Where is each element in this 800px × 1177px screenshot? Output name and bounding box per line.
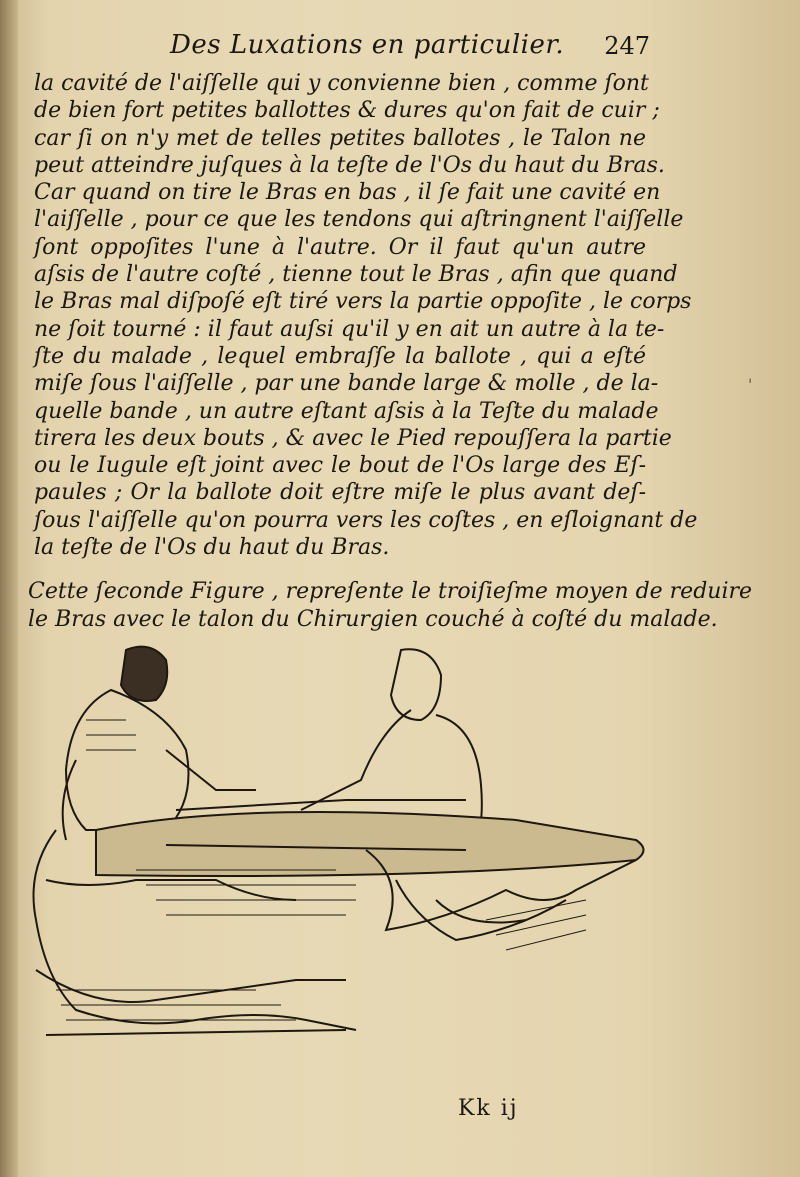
text-line: ſous l'aiſſelle qu'on pourra vers les coſtes , en eſloignant de	[34, 507, 698, 533]
text-line: paules ; Or la ballote doit eſtre miſe le plus avant deſ-	[34, 480, 646, 506]
text-line: le Bras mal diſpoſé eſt tiré vers la partie oppoſite , le corps	[34, 289, 692, 315]
text-line: l'aiſſelle , pour ce que les tendons qui aſtringnent l'aiſſelle	[34, 207, 684, 233]
margin-mark: '	[748, 375, 753, 394]
running-head-title: Des Luxations en particulier.	[170, 30, 565, 60]
text-line: car ſi on n'y met de telles petites ballotes , le Talon ne	[34, 125, 646, 151]
text-line: aſsis de l'autre coſté , tienne tout le Bras , afin que quand	[34, 262, 678, 288]
gathering-signature: Kk ij	[458, 1096, 519, 1121]
caption-line: Cette ſeconde Figure , repreſente le troiſieſme moyen de reduire	[28, 579, 753, 604]
text-line: la teſte de l'Os du haut du Bras.	[34, 535, 390, 561]
running-head	[170, 30, 650, 70]
caption-line: le Bras avec le talon du Chirurgien couché à coſté du malade.	[28, 607, 718, 632]
text-line: de bien fort petites ballottes & dures qu'on fait de cuir ;	[34, 98, 660, 124]
text-line: peut atteindre juſques à la teſte de l'Os du haut du Bras.	[34, 152, 665, 178]
text-line: ſont oppoſites l'une à l'autre. Or il faut qu'un autre	[34, 234, 646, 260]
woodcut-illustration	[16, 640, 656, 1070]
text-line: ne ſoit tourné : il faut auſsi qu'il y en ait un autre à la te-	[34, 316, 665, 342]
text-line: ſte du malade , lequel embraſſe la ballote , qui a eſté	[34, 343, 646, 369]
text-line: Car quand on tire le Bras en bas , il ſe fait une cavité en	[34, 180, 661, 206]
figure-caption	[28, 578, 753, 634]
page-number: 247	[604, 32, 650, 60]
body-paragraph	[34, 70, 698, 561]
text-line: miſe ſous l'aiſſelle , par une bande large & molle , de la-	[34, 371, 659, 397]
text-line: tirera les deux bouts , & avec le Pied repouſſera la partie	[34, 425, 672, 451]
text-line: la cavité de l'aiſſelle qui y convienne bien , comme ſont	[34, 71, 649, 96]
text-line: ou le Iugule eſt joint avec le bout de l'Os large des Eſ-	[34, 453, 646, 479]
text-line: quelle bande , un autre eſtant aſsis à la Teſte du malade	[34, 398, 659, 424]
